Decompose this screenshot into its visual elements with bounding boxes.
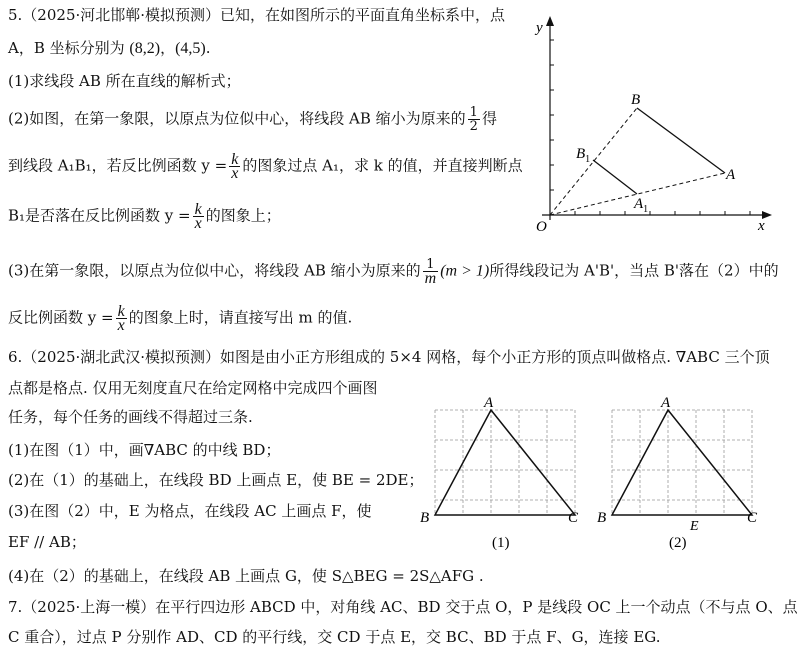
q6-line1: 6.（2025·湖北武汉·模拟预测）如图是由小正方形组成的 5×4 网格，每个小正方形的顶点叫做格点. ∇ABC 三个顶 [8,348,770,366]
q5-part3-line1 [8,258,779,285]
grid-figure-1 [420,395,595,555]
q5-part2-text5: 的图象上； [205,206,281,225]
fraction-den: m [424,270,437,287]
label-y: y [536,20,543,36]
q7-line1: 7.（2025·上海一模）在平行四边形 ABCD 中，对角线 AC、BD 交于点 O，P 是线段 OC 上一个动点（不与点 O、点 [8,598,798,616]
fraction-num: 1 [423,258,439,272]
q5-point-a: (8,2) [129,40,161,57]
fraction-k-over-x-2 [193,203,204,230]
segment-ab [637,108,725,173]
grid-lines-1 [435,410,575,515]
label-x: x [758,218,765,234]
q5-line2-text: A，B 坐标分别为 [8,39,125,57]
fraction-k-over-x [229,153,240,180]
fraction-den: x [117,317,125,334]
q6-part2: (2)在（1）的基础上，在线段 BD 上画点 E，使 BE = 2DE； [8,471,424,489]
q5-sep: ， [160,39,176,57]
grid-figure-2 [597,395,777,555]
fraction-k-over-x-3 [116,305,127,332]
grid-lines-2 [612,410,752,515]
fraction-den: x [231,165,239,182]
grid2-label-e: E [690,519,699,534]
grid2-label-c: C [747,510,758,526]
q5-part2-text3: 的图象过点 A₁，求 k 的值，并直接判断点 [242,156,523,175]
label-a1: $A_1$ [634,196,649,215]
fraction-num: 1 [469,105,478,120]
fraction-den: x [194,215,202,232]
grid1-label-b: B [420,510,430,526]
q6-part4: (4)在（2）的基础上，在线段 AB 上画点 G，使 S△BEG = 2S△AFG . [8,567,484,585]
grid1-label-c: C [568,510,579,526]
grid1-label-a: A [484,395,494,411]
y-axis-arrow [546,16,554,26]
fraction-one-over-m [423,258,439,285]
q5-line1: 5.（2025·河北邯郸·模拟预测）已知，在如图所示的平面直角坐标系中，点 [8,6,506,24]
q5-part1: (1)求线段 AB 所在直线的解析式； [8,72,241,90]
fraction-num: k [231,151,239,168]
q6-part1: (1)在图（1）中，画∇ABC 的中线 BD； [8,441,281,459]
coordinate-figure [520,10,800,240]
fraction-num: k [117,303,125,320]
q5-point-b: (4,5) [175,40,206,57]
label-a: A [726,167,736,183]
label-o: O [536,219,547,235]
q5-part3-text4: 的图象上时，请直接写出 m 的值. [128,308,353,327]
q5-part2-text4: B₁是否落在反比例函数 y = [8,206,191,225]
grid2-label-a: A [661,395,671,411]
q6-line3: 任务，每个任务的画线不得超过三条. [8,408,253,426]
q5-part3-line2 [8,305,352,332]
q5-part2-end: 得 [481,109,497,128]
segment-a1b1 [593,160,637,194]
fraction-half [468,106,480,133]
q5-part3-text2: 所得线段记为 A'B'，当点 B'落在（2）中的 [489,261,779,280]
label-b: B [631,92,641,108]
q6-part3: (3)在图（2）中，E 为格点，在线段 AC 上画点 F，使 [8,502,372,520]
q6-line2: 点都是格点. 仅用无刻度直尺在给定网格中完成四个画图 [8,379,378,397]
q7-line2: C 重合），过点 P 分别作 AD、CD 的平行线，交 CD 于点 E，交 BC、BD 于点 F、G，连接 EG. [8,628,661,646]
triangle-abc-2 [612,410,752,515]
q5-part2-line2 [8,153,523,180]
q6-part3b: EF // AB； [8,533,86,551]
grid2-label-b: B [597,510,607,526]
q5-part3-text3: 反比例函数 y = [8,308,114,327]
q5-condition: (m > 1) [440,262,490,280]
grid2-caption: (2) [669,535,687,551]
q5-part2-text: (2)如图，在第一象限，以原点为位似中心，将线段 AB 缩小为原来的 [8,109,466,128]
q5-part2-text2: 到线段 A₁B₁，若反比例函数 y = [8,156,228,175]
fraction-den: 2 [469,119,478,134]
label-b1: $B_1$ [576,146,591,165]
fraction-num: k [194,201,202,218]
q5-part2-line1 [8,106,497,133]
grid1-caption: (1) [492,535,510,551]
q5-period: . [205,39,211,57]
triangle-abc-1 [435,410,575,515]
dashed-ray-ob [550,108,637,215]
q5-part2-line3 [8,203,281,230]
q5-line2 [8,38,211,59]
q5-part3-text: (3)在第一象限，以原点为位似中心，将线段 AB 缩小为原来的 [8,261,421,280]
